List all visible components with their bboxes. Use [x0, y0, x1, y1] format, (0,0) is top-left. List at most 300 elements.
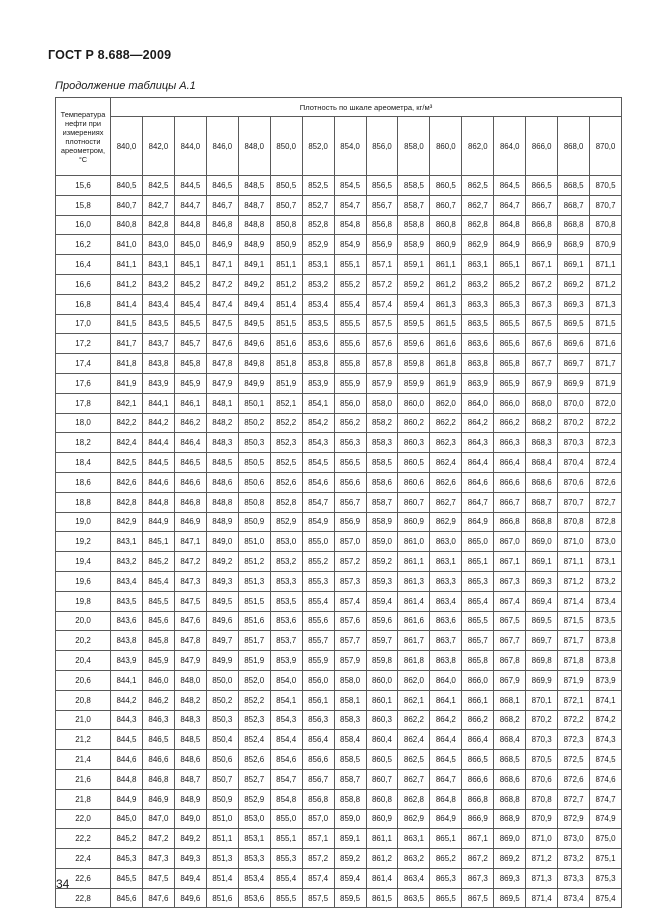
density-value-cell: 849,4	[238, 294, 270, 314]
density-value-cell: 858,9	[366, 512, 398, 532]
density-value-cell: 857,6	[334, 611, 366, 631]
density-value-cell: 867,7	[526, 354, 558, 374]
density-value-cell: 855,7	[302, 631, 334, 651]
density-value-cell: 846,8	[142, 769, 174, 789]
density-header-cell: 866,0	[526, 117, 558, 176]
table-row	[56, 809, 622, 829]
density-value-cell: 849,1	[238, 255, 270, 275]
density-value-cell: 862,7	[430, 492, 462, 512]
density-header-cell: 840,0	[111, 117, 143, 176]
density-value-cell: 864,8	[494, 215, 526, 235]
density-value-cell: 840,5	[111, 176, 143, 196]
density-value-cell: 845,9	[174, 373, 206, 393]
density-value-cell: 850,5	[270, 176, 302, 196]
density-value-cell: 853,9	[270, 651, 302, 671]
density-value-cell: 845,2	[174, 274, 206, 294]
temperature-cell: 16,8	[56, 294, 111, 314]
density-value-cell: 866,0	[494, 393, 526, 413]
table-row	[56, 255, 622, 275]
temperature-cell: 16,2	[56, 235, 111, 255]
density-value-cell: 849,3	[206, 571, 238, 591]
density-value-cell: 865,2	[430, 849, 462, 869]
density-value-cell: 872,0	[590, 393, 622, 413]
table-row	[56, 393, 622, 413]
density-value-cell: 869,3	[494, 868, 526, 888]
density-value-cell: 864,0	[462, 393, 494, 413]
density-value-cell: 871,5	[590, 314, 622, 334]
density-value-cell: 849,6	[174, 888, 206, 908]
density-header-cell: 846,0	[206, 117, 238, 176]
density-value-cell: 869,7	[526, 631, 558, 651]
temperature-cell: 18,2	[56, 433, 111, 453]
density-value-cell: 842,8	[142, 215, 174, 235]
density-value-cell: 851,5	[270, 314, 302, 334]
table-row	[56, 512, 622, 532]
density-value-cell: 852,8	[302, 215, 334, 235]
temperature-cell: 21,4	[56, 750, 111, 770]
density-value-cell: 863,9	[462, 373, 494, 393]
density-value-cell: 857,5	[366, 314, 398, 334]
density-value-cell: 852,9	[302, 235, 334, 255]
density-value-cell: 865,3	[494, 294, 526, 314]
density-value-cell: 850,9	[238, 512, 270, 532]
density-value-cell: 873,4	[558, 888, 590, 908]
density-value-cell: 871,2	[590, 274, 622, 294]
density-value-cell: 858,7	[334, 769, 366, 789]
temperature-cell: 20,4	[56, 651, 111, 671]
density-value-cell: 863,3	[462, 294, 494, 314]
density-value-cell: 866,2	[494, 413, 526, 433]
density-value-cell: 859,6	[366, 611, 398, 631]
density-value-cell: 860,7	[398, 492, 430, 512]
density-value-cell: 866,1	[462, 690, 494, 710]
density-value-cell: 870,9	[526, 809, 558, 829]
density-value-cell: 844,1	[142, 393, 174, 413]
density-value-cell: 844,3	[111, 710, 143, 730]
density-value-cell: 870,1	[526, 690, 558, 710]
density-value-cell: 853,4	[238, 868, 270, 888]
density-value-cell: 856,3	[334, 433, 366, 453]
density-value-cell: 841,0	[111, 235, 143, 255]
density-value-cell: 852,5	[302, 176, 334, 196]
density-value-cell: 847,5	[206, 314, 238, 334]
density-value-cell: 864,6	[462, 472, 494, 492]
density-header-cell: 844,0	[174, 117, 206, 176]
table-row	[56, 453, 622, 473]
table-caption: Продолжение таблицы А.1	[55, 80, 196, 92]
density-value-cell: 852,6	[270, 472, 302, 492]
density-value-cell: 858,4	[334, 730, 366, 750]
density-value-cell: 871,7	[590, 354, 622, 374]
density-header-cell: 850,0	[270, 117, 302, 176]
density-value-cell: 854,2	[302, 413, 334, 433]
density-value-cell: 862,8	[462, 215, 494, 235]
density-value-cell: 867,9	[494, 670, 526, 690]
density-value-cell: 862,2	[430, 413, 462, 433]
density-value-cell: 855,5	[270, 888, 302, 908]
density-value-cell: 858,0	[366, 393, 398, 413]
density-value-cell: 864,9	[494, 235, 526, 255]
density-value-cell: 851,6	[206, 888, 238, 908]
density-value-cell: 870,5	[526, 750, 558, 770]
density-value-cell: 871,0	[526, 829, 558, 849]
density-value-cell: 857,6	[366, 334, 398, 354]
density-value-cell: 870,4	[558, 453, 590, 473]
density-value-cell: 845,2	[142, 552, 174, 572]
density-value-cell: 865,3	[462, 571, 494, 591]
temperature-cell: 16,0	[56, 215, 111, 235]
density-value-cell: 848,6	[174, 750, 206, 770]
density-value-cell: 850,4	[206, 730, 238, 750]
density-value-cell: 866,4	[494, 453, 526, 473]
density-header-cell: 858,0	[398, 117, 430, 176]
density-value-cell: 855,2	[302, 552, 334, 572]
temperature-cell: 21,6	[56, 769, 111, 789]
density-value-cell: 873,4	[590, 591, 622, 611]
density-value-cell: 849,6	[238, 334, 270, 354]
density-value-cell: 859,3	[366, 571, 398, 591]
density-value-cell: 864,9	[462, 512, 494, 532]
density-value-cell: 873,1	[590, 552, 622, 572]
table-row	[56, 789, 622, 809]
density-value-cell: 867,3	[526, 294, 558, 314]
density-value-cell: 850,8	[238, 492, 270, 512]
density-value-cell: 854,6	[270, 750, 302, 770]
density-value-cell: 866,5	[462, 750, 494, 770]
table-row	[56, 651, 622, 671]
density-value-cell: 855,3	[302, 571, 334, 591]
density-value-cell: 843,4	[142, 294, 174, 314]
density-value-cell: 862,2	[398, 710, 430, 730]
density-value-cell: 866,7	[494, 492, 526, 512]
density-value-cell: 867,2	[526, 274, 558, 294]
density-value-cell: 858,7	[398, 195, 430, 215]
density-value-cell: 862,0	[430, 393, 462, 413]
density-value-cell: 856,0	[302, 670, 334, 690]
density-value-cell: 863,5	[398, 888, 430, 908]
density-value-cell: 860,7	[430, 195, 462, 215]
density-value-cell: 854,0	[270, 670, 302, 690]
density-value-cell: 871,9	[590, 373, 622, 393]
density-value-cell: 854,9	[302, 512, 334, 532]
density-value-cell: 867,5	[494, 611, 526, 631]
density-value-cell: 859,1	[398, 255, 430, 275]
density-value-cell: 863,1	[398, 829, 430, 849]
density-value-cell: 855,2	[334, 274, 366, 294]
density-value-cell: 869,1	[558, 255, 590, 275]
density-value-cell: 846,4	[174, 433, 206, 453]
density-value-cell: 855,6	[334, 334, 366, 354]
density-value-cell: 848,6	[206, 472, 238, 492]
density-value-cell: 853,1	[302, 255, 334, 275]
density-value-cell: 842,4	[111, 433, 143, 453]
density-value-cell: 862,5	[462, 176, 494, 196]
density-value-cell: 849,4	[174, 868, 206, 888]
density-value-cell: 870,6	[526, 769, 558, 789]
temperature-cell: 20,2	[56, 631, 111, 651]
density-value-cell: 871,6	[590, 334, 622, 354]
density-value-cell: 851,1	[270, 255, 302, 275]
density-value-cell: 871,1	[590, 255, 622, 275]
density-value-cell: 860,8	[366, 789, 398, 809]
table-body	[56, 176, 622, 908]
density-value-cell: 861,6	[398, 611, 430, 631]
density-value-cell: 852,2	[238, 690, 270, 710]
density-value-cell: 853,9	[302, 373, 334, 393]
density-header-row	[56, 117, 622, 176]
density-value-cell: 846,5	[206, 176, 238, 196]
density-value-cell: 856,7	[302, 769, 334, 789]
density-table	[55, 97, 622, 908]
density-value-cell: 864,8	[430, 789, 462, 809]
density-value-cell: 874,7	[590, 789, 622, 809]
density-value-cell: 843,4	[111, 571, 143, 591]
density-value-cell: 840,8	[111, 215, 143, 235]
density-header-cell: 848,0	[238, 117, 270, 176]
temperature-cell: 16,4	[56, 255, 111, 275]
density-header-cell: 868,0	[558, 117, 590, 176]
temperature-cell: 22,0	[56, 809, 111, 829]
density-value-cell: 846,0	[142, 670, 174, 690]
density-value-cell: 840,7	[111, 195, 143, 215]
density-value-cell: 863,5	[462, 314, 494, 334]
density-value-cell: 859,7	[366, 631, 398, 651]
density-value-cell: 845,7	[174, 334, 206, 354]
density-value-cell: 849,2	[238, 274, 270, 294]
density-value-cell: 848,9	[238, 235, 270, 255]
density-value-cell: 857,0	[302, 809, 334, 829]
density-value-cell: 846,5	[142, 730, 174, 750]
density-value-cell: 872,7	[590, 492, 622, 512]
density-value-cell: 854,5	[334, 176, 366, 196]
density-value-cell: 848,8	[238, 215, 270, 235]
density-value-cell: 871,9	[558, 670, 590, 690]
density-value-cell: 865,5	[494, 314, 526, 334]
temperature-cell: 21,2	[56, 730, 111, 750]
density-value-cell: 865,1	[494, 255, 526, 275]
density-value-cell: 864,7	[494, 195, 526, 215]
density-value-cell: 865,5	[462, 611, 494, 631]
density-value-cell: 847,9	[174, 651, 206, 671]
density-value-cell: 852,7	[238, 769, 270, 789]
temperature-cell: 20,0	[56, 611, 111, 631]
density-header-cell: 864,0	[494, 117, 526, 176]
density-value-cell: 851,6	[238, 611, 270, 631]
density-value-cell: 853,5	[270, 591, 302, 611]
density-value-cell: 865,4	[462, 591, 494, 611]
density-value-cell: 867,9	[526, 373, 558, 393]
density-value-cell: 867,2	[462, 849, 494, 869]
density-value-cell: 856,6	[334, 472, 366, 492]
density-value-cell: 848,5	[174, 730, 206, 750]
density-value-cell: 857,9	[334, 651, 366, 671]
density-value-cell: 844,7	[174, 195, 206, 215]
density-value-cell: 856,4	[302, 730, 334, 750]
density-value-cell: 870,8	[526, 789, 558, 809]
temperature-cell: 19,2	[56, 532, 111, 552]
density-value-cell: 868,6	[494, 769, 526, 789]
density-value-cell: 854,8	[270, 789, 302, 809]
density-value-cell: 847,3	[174, 571, 206, 591]
density-value-cell: 868,2	[526, 413, 558, 433]
table-row	[56, 730, 622, 750]
density-value-cell: 851,3	[206, 849, 238, 869]
density-value-cell: 842,5	[142, 176, 174, 196]
density-value-cell: 859,8	[398, 354, 430, 374]
density-value-cell: 845,4	[174, 294, 206, 314]
density-value-cell: 853,3	[270, 571, 302, 591]
density-value-cell: 868,0	[526, 393, 558, 413]
density-value-cell: 873,3	[558, 868, 590, 888]
density-value-cell: 856,7	[366, 195, 398, 215]
density-value-cell: 869,5	[526, 611, 558, 631]
density-value-cell: 847,2	[142, 829, 174, 849]
density-value-cell: 847,6	[206, 334, 238, 354]
density-value-cell: 868,7	[558, 195, 590, 215]
density-value-cell: 857,2	[366, 274, 398, 294]
density-value-cell: 863,7	[430, 631, 462, 651]
density-value-cell: 861,8	[398, 651, 430, 671]
density-value-cell: 844,2	[142, 413, 174, 433]
temperature-cell: 19,6	[56, 571, 111, 591]
density-header-cell: 856,0	[366, 117, 398, 176]
density-value-cell: 847,2	[174, 552, 206, 572]
density-value-cell: 847,6	[142, 888, 174, 908]
density-value-cell: 844,5	[174, 176, 206, 196]
density-value-cell: 859,5	[334, 888, 366, 908]
table-row	[56, 690, 622, 710]
density-value-cell: 851,9	[270, 373, 302, 393]
density-value-cell: 843,8	[111, 631, 143, 651]
density-value-cell: 848,2	[206, 413, 238, 433]
density-value-cell: 869,9	[526, 670, 558, 690]
temperature-cell: 21,8	[56, 789, 111, 809]
density-value-cell: 858,5	[366, 453, 398, 473]
density-value-cell: 858,3	[334, 710, 366, 730]
density-value-cell: 868,9	[494, 809, 526, 829]
density-value-cell: 846,1	[174, 393, 206, 413]
density-value-cell: 850,3	[206, 710, 238, 730]
density-group-header: Плотность по шкале ареометра, кг/м³	[111, 98, 622, 117]
density-value-cell: 857,5	[302, 888, 334, 908]
density-value-cell: 844,6	[111, 750, 143, 770]
density-value-cell: 859,9	[398, 373, 430, 393]
density-value-cell: 858,3	[366, 433, 398, 453]
density-value-cell: 874,1	[590, 690, 622, 710]
density-value-cell: 869,9	[558, 373, 590, 393]
density-value-cell: 853,6	[238, 888, 270, 908]
density-value-cell: 861,3	[398, 571, 430, 591]
density-value-cell: 862,7	[398, 769, 430, 789]
density-value-cell: 865,0	[462, 532, 494, 552]
density-value-cell: 847,6	[174, 611, 206, 631]
density-value-cell: 870,2	[526, 710, 558, 730]
density-value-cell: 853,0	[238, 809, 270, 829]
density-value-cell: 845,5	[142, 591, 174, 611]
density-value-cell: 845,0	[111, 809, 143, 829]
table-row	[56, 492, 622, 512]
density-value-cell: 854,7	[270, 769, 302, 789]
table-row	[56, 472, 622, 492]
table-row	[56, 235, 622, 255]
density-value-cell: 857,1	[302, 829, 334, 849]
density-value-cell: 853,2	[302, 274, 334, 294]
density-value-cell: 843,2	[111, 552, 143, 572]
density-value-cell: 864,9	[430, 809, 462, 829]
density-value-cell: 857,4	[334, 591, 366, 611]
density-value-cell: 841,1	[111, 255, 143, 275]
density-value-cell: 846,6	[142, 750, 174, 770]
density-value-cell: 861,5	[430, 314, 462, 334]
density-value-cell: 855,9	[302, 651, 334, 671]
density-value-cell: 865,8	[462, 651, 494, 671]
density-value-cell: 851,8	[270, 354, 302, 374]
density-value-cell: 861,2	[430, 274, 462, 294]
table-row	[56, 195, 622, 215]
density-value-cell: 869,6	[558, 334, 590, 354]
density-value-cell: 853,5	[302, 314, 334, 334]
density-value-cell: 852,3	[270, 433, 302, 453]
page-number: 34	[56, 877, 70, 891]
density-value-cell: 845,1	[142, 532, 174, 552]
density-value-cell: 862,9	[462, 235, 494, 255]
density-value-cell: 863,6	[430, 611, 462, 631]
density-value-cell: 860,9	[398, 512, 430, 532]
density-value-cell: 843,5	[142, 314, 174, 334]
density-value-cell: 869,2	[494, 849, 526, 869]
density-value-cell: 841,5	[111, 314, 143, 334]
density-value-cell: 854,1	[270, 690, 302, 710]
density-value-cell: 853,3	[238, 849, 270, 869]
density-value-cell: 845,9	[142, 651, 174, 671]
density-value-cell: 855,0	[270, 809, 302, 829]
density-value-cell: 868,5	[558, 176, 590, 196]
density-value-cell: 853,1	[238, 829, 270, 849]
density-value-cell: 871,4	[526, 888, 558, 908]
density-value-cell: 854,6	[302, 472, 334, 492]
density-value-cell: 872,9	[558, 809, 590, 829]
temperature-cell: 21,0	[56, 710, 111, 730]
density-value-cell: 865,6	[494, 334, 526, 354]
density-value-cell: 859,4	[366, 591, 398, 611]
density-value-cell: 857,3	[334, 571, 366, 591]
density-value-cell: 843,9	[142, 373, 174, 393]
density-value-cell: 868,4	[526, 453, 558, 473]
temperature-cell: 18,8	[56, 492, 111, 512]
density-value-cell: 844,8	[111, 769, 143, 789]
temperature-cell: 20,6	[56, 670, 111, 690]
density-value-cell: 865,3	[430, 868, 462, 888]
density-value-cell: 861,1	[398, 552, 430, 572]
density-value-cell: 843,8	[142, 354, 174, 374]
density-value-cell: 850,9	[270, 235, 302, 255]
density-value-cell: 841,4	[111, 294, 143, 314]
density-value-cell: 845,6	[111, 888, 143, 908]
density-value-cell: 859,4	[398, 294, 430, 314]
density-value-cell: 862,7	[462, 195, 494, 215]
density-value-cell: 857,2	[334, 552, 366, 572]
density-value-cell: 870,6	[558, 472, 590, 492]
density-value-cell: 859,2	[366, 552, 398, 572]
density-value-cell: 845,0	[174, 235, 206, 255]
density-value-cell: 856,2	[334, 413, 366, 433]
density-value-cell: 842,8	[111, 492, 143, 512]
density-value-cell: 842,5	[111, 453, 143, 473]
density-value-cell: 855,1	[334, 255, 366, 275]
density-value-cell: 845,5	[174, 314, 206, 334]
density-value-cell: 863,2	[462, 274, 494, 294]
density-value-cell: 872,2	[590, 413, 622, 433]
